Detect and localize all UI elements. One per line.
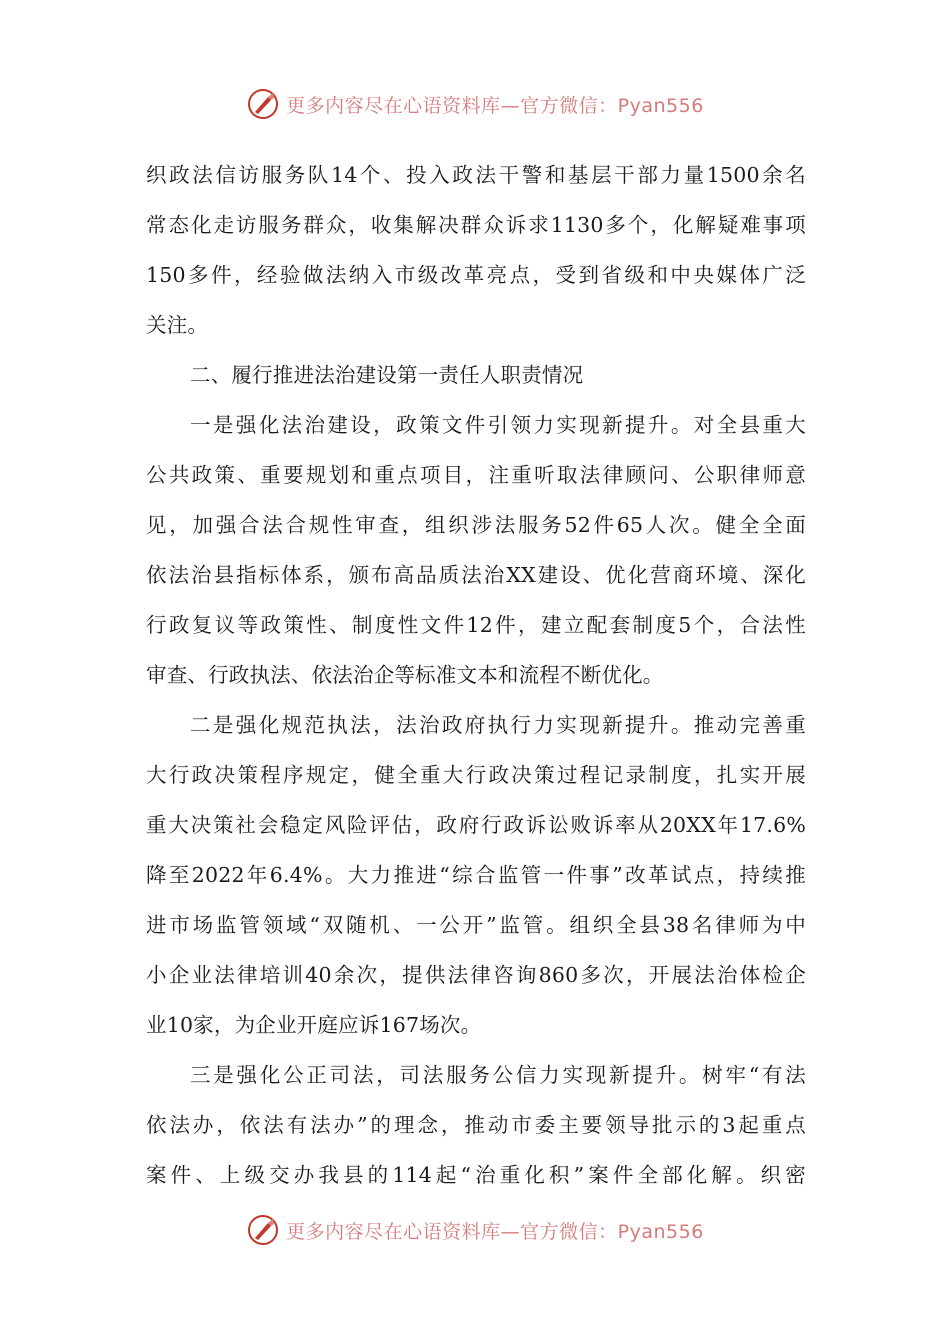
footer-banner-text: 更多内容尽在心语资料库—官方微信：Pyan556 [286, 1220, 704, 1243]
body-line: 业10家，为企业开庭应诉167场次。 [146, 1013, 482, 1037]
body-line: 重大决策社会稳定风险评估，政府行政诉讼败诉率从20XX年17.6% [146, 813, 806, 837]
body-line: 依法治县指标体系，颁布高品质法治XX建设、优化营商环境、深化 [146, 563, 806, 587]
body-line: 一是强化法治建设，政策文件引领力实现新提升。对全县重大 [190, 413, 806, 437]
body-line: 行政复议等政策性、制度性文件12件，建立配套制度5个，合法性 [146, 613, 806, 637]
body-line: 见，加强合法合规性审查，组织涉法服务52件65人次。健全全面 [146, 513, 806, 537]
body-line: 小企业法律培训40余次，提供法律咨询860多次，开展法治体检企 [146, 963, 806, 987]
body-line: 常态化走访服务群众，收集解决群众诉求1130多个，化解疑难事项 [146, 213, 806, 237]
body-line: 进市场监管领域“双随机、一公开”监管。组织全县38名律师为中 [146, 913, 806, 937]
header-watermark-banner [0, 82, 950, 126]
body-line: 150多件，经验做法纳入市级改革亮点，受到省级和中央媒体广泛 [146, 263, 806, 287]
body-line: 依法办，依法有法办”的理念，推动市委主要领导批示的3起重点 [146, 1113, 806, 1137]
body-line: 公共政策、重要规划和重点项目，注重听取法律顾问、公职律师意 [146, 463, 806, 487]
document-body [146, 150, 806, 1200]
body-line: 大行政决策程序规定，健全重大行政决策过程记录制度，扎实开展 [146, 763, 806, 787]
body-line: 二是强化规范执法，法治政府执行力实现新提升。推动完善重 [190, 713, 806, 737]
pen-nib-circle-icon [246, 87, 280, 121]
pen-nib-circle-icon [246, 1213, 280, 1247]
body-line: 三是强化公正司法，司法服务公信力实现新提升。树牢“有法 [190, 1063, 806, 1087]
body-line: 降至2022年6.4%。大力推进“综合监管一件事”改革试点，持续推 [146, 863, 806, 887]
footer-watermark-banner [0, 1208, 950, 1252]
body-line: 审查、行政执法、依法治企等标准文本和流程不断优化。 [146, 663, 664, 687]
header-banner-text: 更多内容尽在心语资料库—官方微信：Pyan556 [286, 94, 704, 117]
body-line: 关注。 [146, 313, 209, 337]
body-line: 案件、上级交办我县的114起“治重化积”案件全部化解。织密 [146, 1163, 806, 1187]
body-line: 织政法信访服务队14个、投入政法干警和基层干部力量1500余名 [146, 163, 806, 187]
section-heading: 二、履行推进法治建设第一责任人职责情况 [190, 363, 584, 387]
